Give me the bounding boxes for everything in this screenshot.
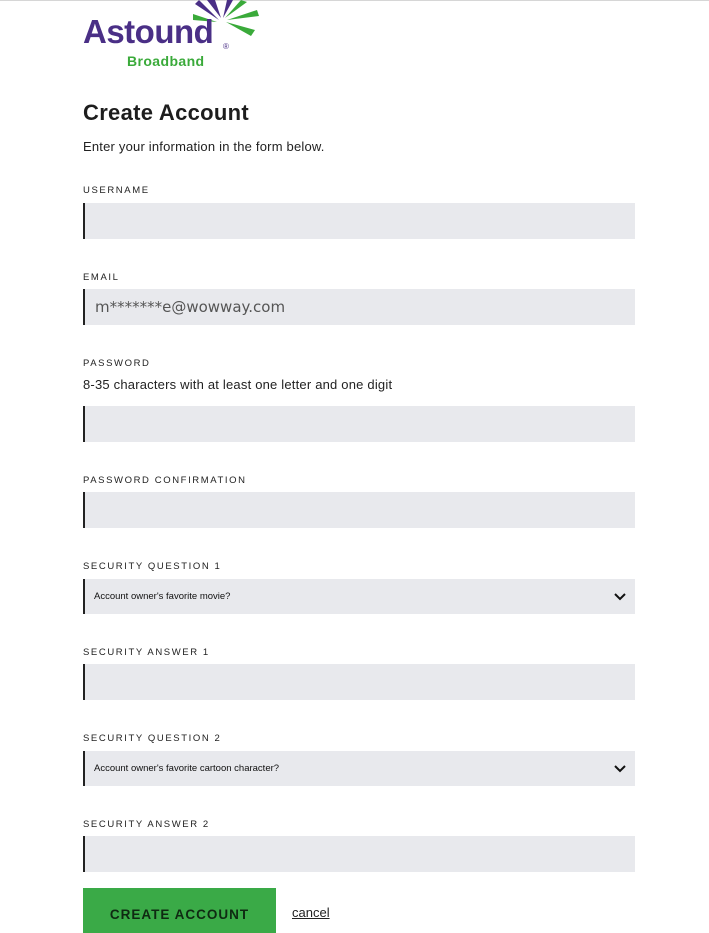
astound-logo bbox=[83, 0, 263, 72]
cancel-link[interactable]: cancel bbox=[292, 905, 330, 920]
email-label: EMAIL bbox=[83, 272, 120, 283]
chevron-down-icon bbox=[614, 591, 626, 603]
security-question-1-label: SECURITY QUESTION 1 bbox=[83, 561, 222, 572]
brand-name: Astound bbox=[83, 13, 214, 50]
security-answer-1-label: SECURITY ANSWER 1 bbox=[83, 647, 210, 658]
security-answer-2-field[interactable] bbox=[83, 836, 635, 872]
password-field[interactable] bbox=[83, 406, 635, 442]
security-question-2-value: Account owner's favorite cartoon character? bbox=[94, 763, 280, 774]
security-question-1-select[interactable] bbox=[83, 579, 635, 614]
password-label: PASSWORD bbox=[83, 358, 151, 369]
password-hint: 8-35 characters with at least one letter and one digit bbox=[83, 377, 393, 392]
security-question-2-label: SECURITY QUESTION 2 bbox=[83, 733, 222, 744]
username-label: USERNAME bbox=[83, 185, 150, 196]
registered-mark: ® bbox=[223, 42, 229, 51]
chevron-down-icon bbox=[614, 763, 626, 775]
password-confirmation-field[interactable] bbox=[83, 492, 635, 528]
security-question-1-value: Account owner's favorite movie? bbox=[94, 591, 231, 602]
form-intro: Enter your information in the form below. bbox=[83, 139, 325, 154]
brand-subtitle: Broadband bbox=[127, 53, 205, 69]
username-field[interactable] bbox=[83, 203, 635, 239]
create-account-page bbox=[83, 0, 635, 922]
page-title: Create Account bbox=[83, 100, 249, 125]
create-account-button[interactable]: CREATE ACCOUNT bbox=[83, 888, 276, 933]
security-answer-2-label: SECURITY ANSWER 2 bbox=[83, 819, 210, 830]
security-question-2-select[interactable] bbox=[83, 751, 635, 786]
password-confirmation-label: PASSWORD CONFIRMATION bbox=[83, 475, 247, 486]
security-answer-1-field[interactable] bbox=[83, 664, 635, 700]
email-field[interactable] bbox=[83, 289, 635, 325]
